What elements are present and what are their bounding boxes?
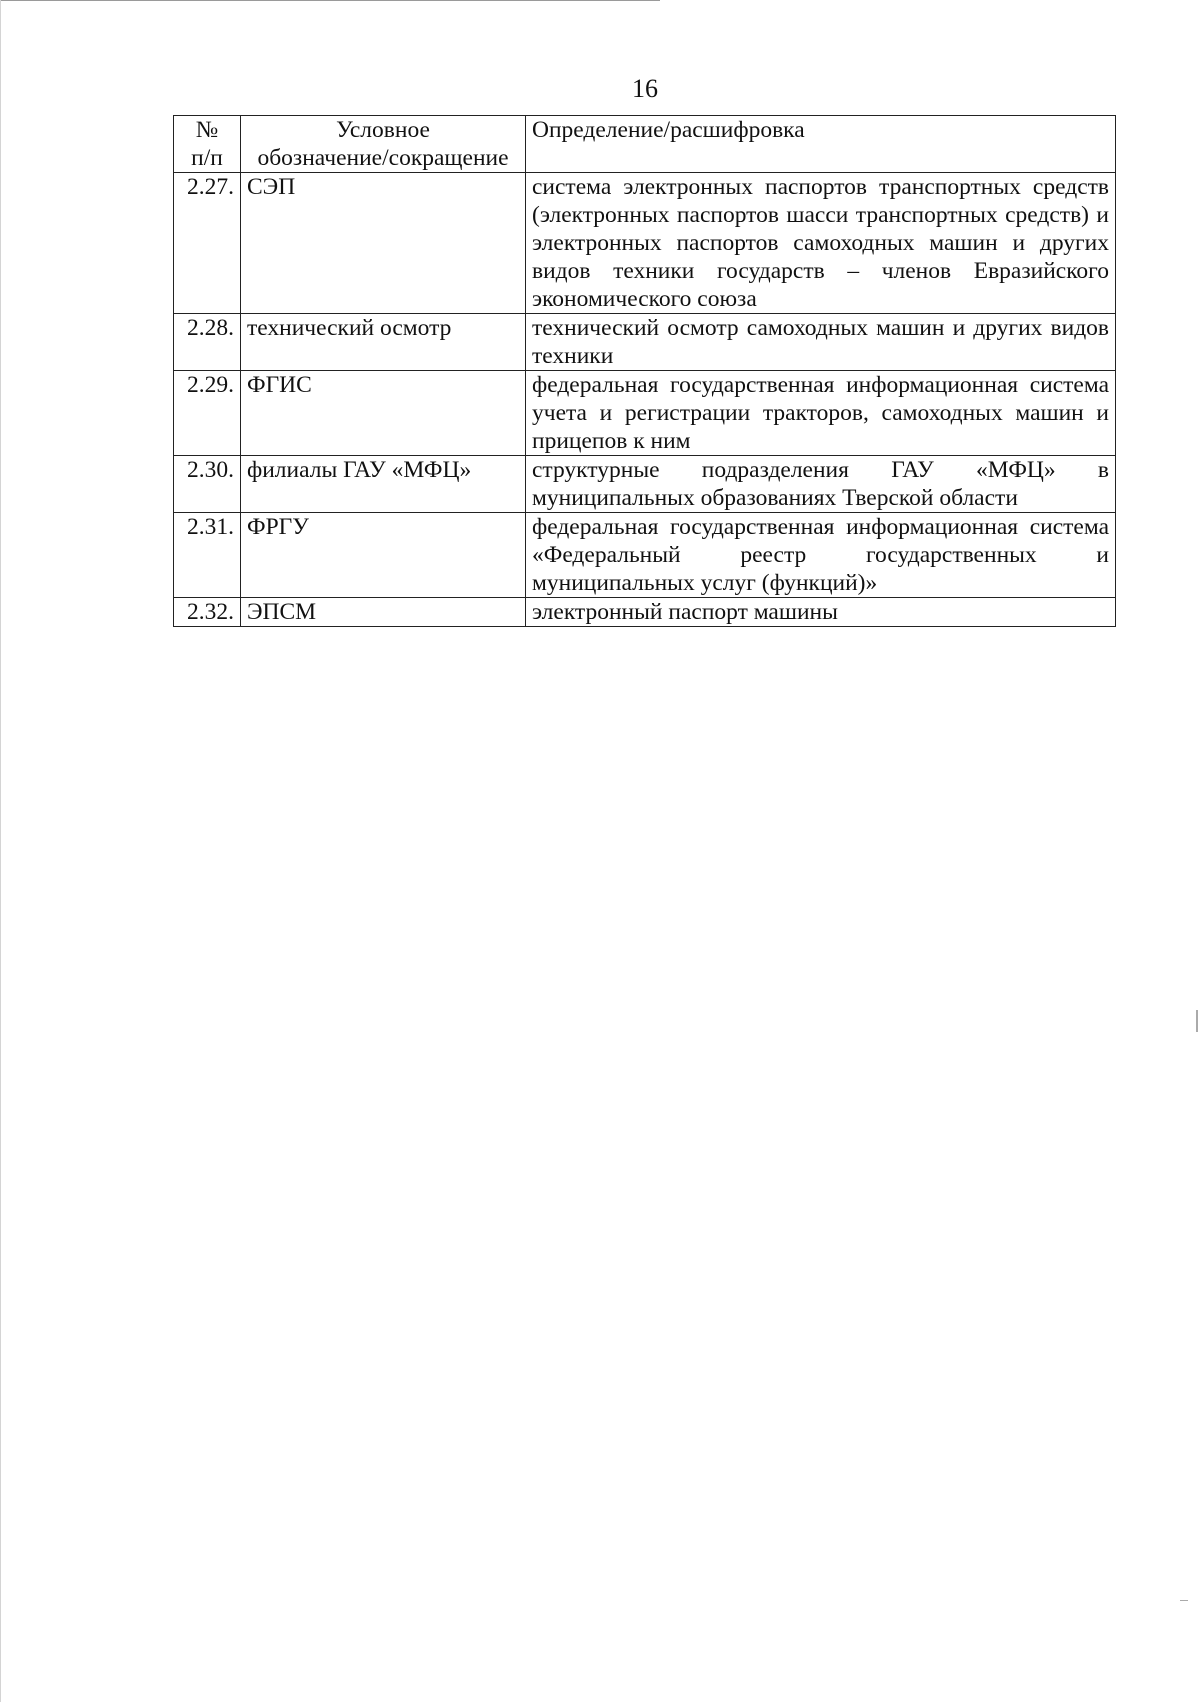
row-abbreviation: ФГИС [241,371,526,456]
row-definition: федеральная государственная информационная система «Федеральный реестр государственных и муниципальных услуг (функций)» [526,513,1116,598]
row-abbreviation: ЭПСМ [241,598,526,627]
page-number: 16 [632,74,658,103]
row-definition: система электронных паспортов транспортных средств (электронных паспортов шасси транспортных средств) и электронных паспортов самоходных машин и других видов техники государств – членов Евразийского экономического союза [526,173,1116,314]
header-abbreviation-line1: Условное [336,117,430,143]
row-number: 2.31. [174,513,241,598]
scan-edge-top [0,0,660,1]
row-definition: технический осмотр самоходных машин и других видов техники [526,314,1116,371]
row-abbreviation: СЭП [241,173,526,314]
row-definition: структурные подразделения ГАУ «МФЦ» в муниципальных образованиях Тверской области [526,456,1116,513]
table-row [174,598,1116,627]
row-abbreviation: филиалы ГАУ «МФЦ» [241,456,526,513]
row-number: 2.28. [174,314,241,371]
row-number: 2.30. [174,456,241,513]
table-row [174,513,1116,598]
row-definition: электронный паспорт машины [526,598,1116,627]
row-definition: федеральная государственная информационная система учета и регистрации тракторов, самоходных машин и прицепов к ним [526,371,1116,456]
header-abbreviation-line2: обозначение/сокращение [257,145,509,171]
abbreviations-table [173,115,1116,627]
table-row [174,173,1116,314]
row-number: 2.32. [174,598,241,627]
header-number [174,116,241,173]
row-number: 2.29. [174,371,241,456]
table-row [174,371,1116,456]
row-number: 2.27. [174,173,241,314]
scan-mark [1180,1600,1188,1601]
scan-edge-left [0,0,1,1702]
header-abbreviation [241,116,526,173]
row-abbreviation: технический осмотр [241,314,526,371]
row-abbreviation: ФРГУ [241,513,526,598]
scan-mark [1196,1010,1198,1032]
table-header-row [174,116,1116,173]
header-number-line2: п/п [191,145,223,171]
table-row [174,314,1116,371]
header-number-line1: № [195,117,219,143]
table-row [174,456,1116,513]
header-definition: Определение/расшифровка [526,116,1116,173]
